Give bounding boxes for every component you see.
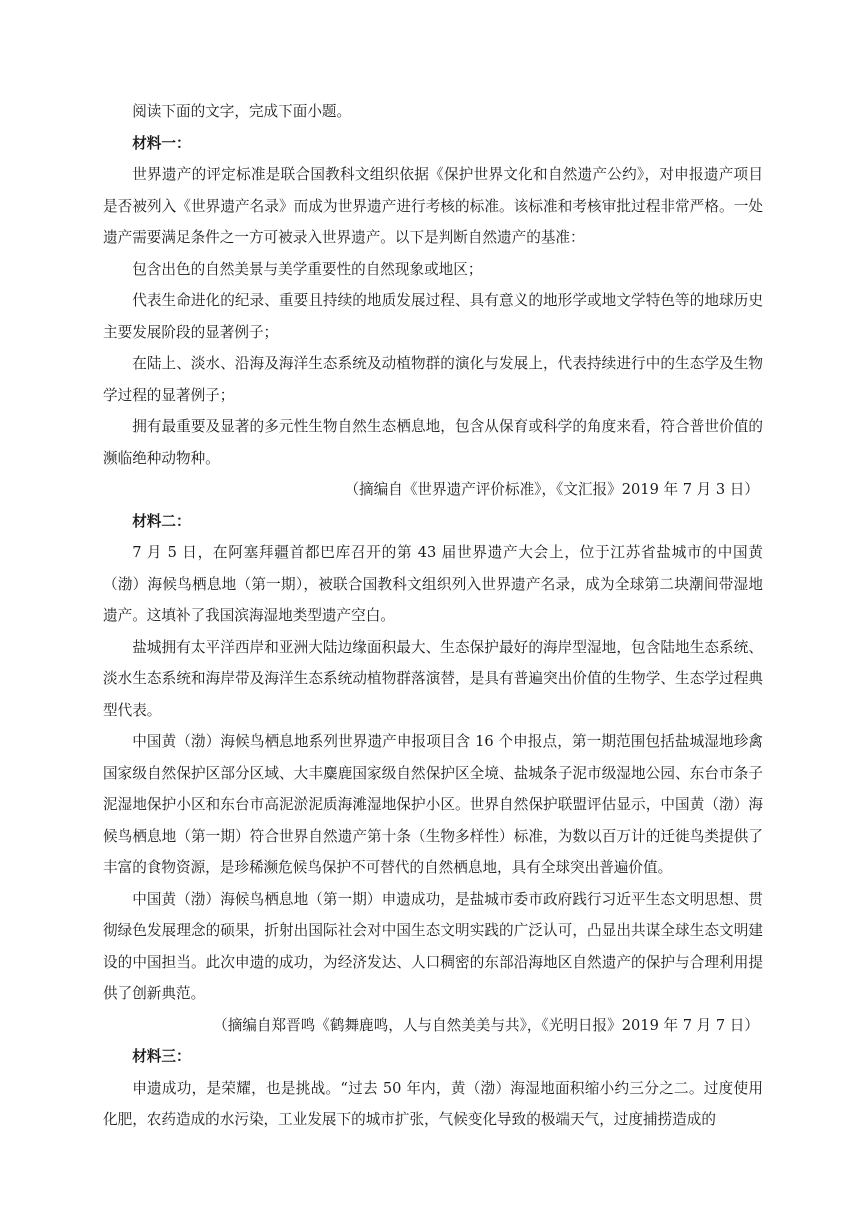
material1-source: （摘编自《世界遗产评价标准》，《文汇报》2019 年 7 月 3 日） xyxy=(344,481,759,498)
intro-instruction: 阅读下面的文字，完成下面小题。 xyxy=(132,103,352,120)
material2-source: （摘编自郑晋鸣《鹤舞鹿鸣，人与自然美美与共》，《光明日报》2019 年 7 月 7 日） xyxy=(213,1016,759,1034)
material2-heading: 材料二： xyxy=(132,512,191,530)
material1-paragraph: 代表生命进化的纪录、重要且持续的地质发展过程、具有意义的地形学或地文学特色等的地球历史主要发展阶段的显著例子； xyxy=(103,292,763,341)
material1-paragraph: 包含出色的自然美景与美学重要性的自然现象或地区； xyxy=(132,260,483,278)
document-page xyxy=(103,96,763,1136)
material2-paragraph: 7 月 5 日，在阿塞拜疆首都巴库召开的第 43 届世界遗产大会上，位于江苏省盐城市的中国黄（渤）海候鸟栖息地（第一期），被联合国教科文组织列入世界遗产名录，成为全球第二块潮间带湿地遗产。这填补了我国滨海湿地类型遗产空白。 xyxy=(103,544,763,624)
material3-heading: 材料三： xyxy=(132,1048,191,1065)
material1-heading: 材料一： xyxy=(132,134,191,152)
material2-paragraph: 盐城拥有太平洋西岸和亚洲大陆边缘面积最大、生态保护最好的海岸型湿地，包含陆地生态系统、淡水生态系统和海岸带及海洋生态系统动植物群落演替，是具有普遍突出价值的生物学、生态学过程典型代表。 xyxy=(103,638,763,719)
material2-paragraph: 中国黄（渤）海候鸟栖息地（第一期）申遗成功，是盐城市委市政府践行习近平生态文明思想、贯彻绿色发展理念的硕果，折射出国际社会对中国生态文明实践的广泛认可，凸显出共谋全球生态文明建设的中国担当。此次申遗的成功，为经济发达、人口稠密的东部沿海地区自然遗产的保护与合理利用提供了创新典范。 xyxy=(103,890,763,1002)
material3-paragraph: 申遗成功，是荣耀，也是挑战。“过去 50 年内，黄（渤）海湿地面积缩小约三分之二。过度使用化肥，农药造成的水污染，工业发展下的城市扩张，气候变化导致的极端天气，过度捕捞造成的 xyxy=(103,1079,763,1128)
material1-paragraph: 拥有最重要及显著的多元性生物自然生态栖息地，包含从保育或科学的角度来看，符合普世价值的濒临绝种动物种。 xyxy=(103,418,763,467)
material1-paragraph: 世界遗产的评定标准是联合国教科文组织依据《保护世界文化和自然遗产公约》，对申报遗产项目是否被列入《世界遗产名录》而成为世界遗产进行考核的标准。该标准和考核审批过程非常严格。一处遗产需要满足条件之一方可被录入世界遗产。以下是判断自然遗产的基准： xyxy=(103,166,763,246)
material1-paragraph: 在陆上、淡水、沿海及海洋生态系统及动植物群的演化与发展上，代表持续进行中的生态学及生物学过程的显著例子； xyxy=(103,355,763,404)
material2-paragraph: 中国黄（渤）海候鸟栖息地系列世界遗产申报项目含 16 个申报点，第一期范围包括盐城湿地珍禽国家级自然保护区部分区域、大丰麋鹿国家级自然保护区全境、盐城条子泥市级湿地公园、东台市条子泥湿地保护小区和东台市高泥淤泥质海滩湿地保护小区。世界自然保护联盟评估显示，中国黄（渤）海候鸟栖息地（第一期）符合世界自然遗产第十条（生物多样性）标准，为数以百万计的迁徙鸟类提供了丰富的食物资源，是珍稀濒危候鸟保护不可替代的自然栖息地，具有全球突出普遍价值。 xyxy=(103,733,763,876)
